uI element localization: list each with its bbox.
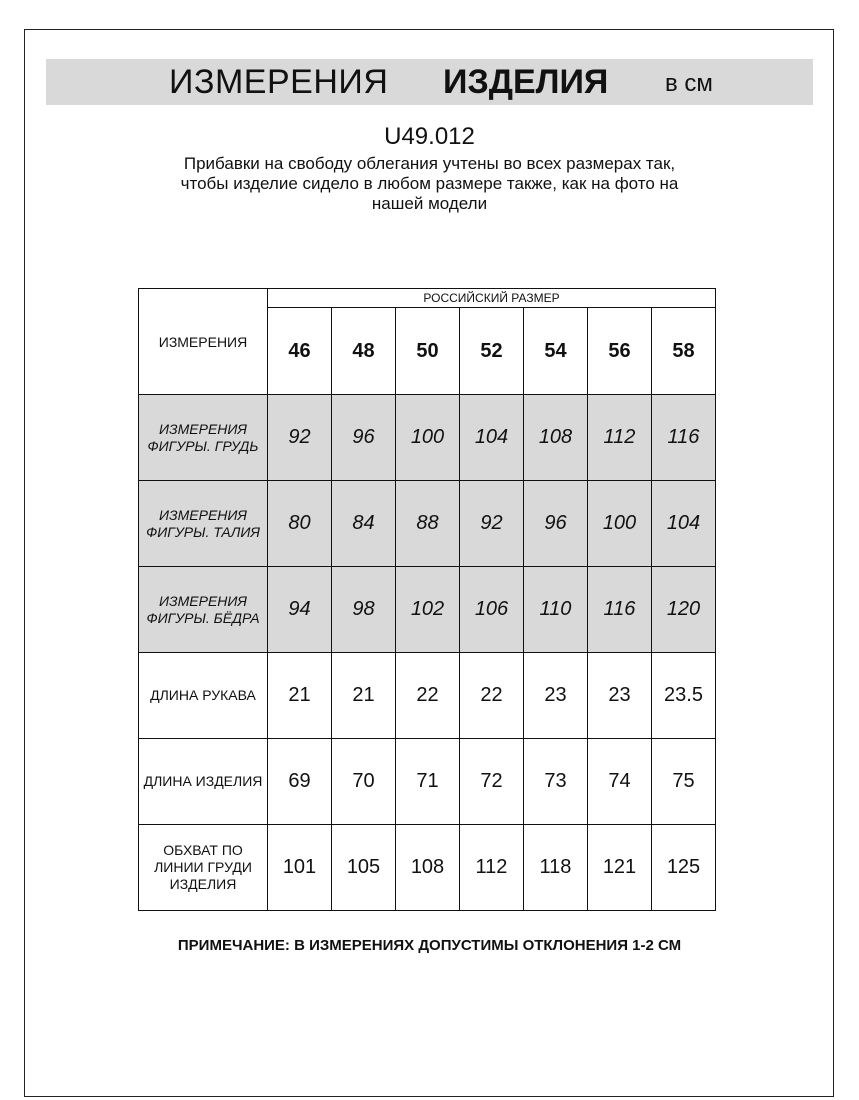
- table-row: [139, 395, 716, 481]
- fit-note: [0, 154, 859, 214]
- row-label-line: ФИГУРЫ. ТАЛИЯ: [146, 523, 260, 540]
- row-label-line: ФИГУРЫ. ГРУДЬ: [147, 437, 259, 454]
- table-cell: 23.5: [652, 653, 716, 739]
- table-cell: 70: [332, 739, 396, 825]
- table-cell: 108: [524, 395, 588, 481]
- row-label-line: ИЗМЕРЕНИЯ: [159, 420, 247, 437]
- size-header-56: 56: [588, 308, 652, 395]
- row-label: [139, 653, 268, 739]
- table-cell: 125: [652, 825, 716, 911]
- table-row: [139, 739, 716, 825]
- table-cell: 116: [652, 395, 716, 481]
- row-label: [139, 395, 268, 481]
- title-part-2: ИЗДЕЛИЯ: [443, 63, 609, 101]
- row-label-line: ДЛИНА РУКАВА: [150, 687, 256, 703]
- table-cell: 98: [332, 567, 396, 653]
- table-cell: 88: [396, 481, 460, 567]
- table-row: [139, 481, 716, 567]
- size-header-48: 48: [332, 308, 396, 395]
- row-label: [139, 567, 268, 653]
- size-header-50: 50: [396, 308, 460, 395]
- row-label-line: ЛИНИИ ГРУДИ: [154, 859, 252, 875]
- table-cell: 96: [524, 481, 588, 567]
- size-table: [138, 288, 716, 911]
- table-cell: 21: [268, 653, 332, 739]
- row-label-line: ИЗМЕРЕНИЯ: [159, 592, 247, 609]
- table-cell: 72: [460, 739, 524, 825]
- table-cell: 74: [588, 739, 652, 825]
- row-label-line: ФИГУРЫ. БЁДРА: [146, 609, 260, 626]
- fit-note-line: Прибавки на свободу облегания учтены во всех размерах так,: [183, 154, 676, 173]
- table-cell: 105: [332, 825, 396, 911]
- size-header-46: 46: [268, 308, 332, 395]
- table-cell: 96: [332, 395, 396, 481]
- fit-note-line: нашей модели: [371, 194, 488, 213]
- row-label-line: ОБХВАТ ПО: [163, 842, 243, 858]
- size-header-58: 58: [652, 308, 716, 395]
- table-cell: 108: [396, 825, 460, 911]
- table-cell: 73: [524, 739, 588, 825]
- table-cell: 112: [460, 825, 524, 911]
- table-cell: 21: [332, 653, 396, 739]
- row-label-line: ИЗМЕРЕНИЯ: [159, 506, 247, 523]
- title-part-1: ИЗМЕРЕНИЯ: [169, 63, 389, 101]
- table-cell: 75: [652, 739, 716, 825]
- table-cell: 112: [588, 395, 652, 481]
- table-cell: 104: [652, 481, 716, 567]
- table-cell: 106: [460, 567, 524, 653]
- table-cell: 118: [524, 825, 588, 911]
- table-row: [139, 825, 716, 911]
- table-cell: 94: [268, 567, 332, 653]
- size-header-54: 54: [524, 308, 588, 395]
- table-cell: 92: [460, 481, 524, 567]
- table-cell: 110: [524, 567, 588, 653]
- table-row: [139, 567, 716, 653]
- table-cell: 116: [588, 567, 652, 653]
- title-unit: в см: [665, 70, 713, 97]
- table-cell: 69: [268, 739, 332, 825]
- row-label-line: ДЛИНА ИЗДЕЛИЯ: [143, 773, 263, 789]
- fit-note-line: чтобы изделие сидело в любом размере также, как на фото на: [180, 174, 679, 193]
- measurements-header: ИЗМЕРЕНИЯ: [139, 289, 268, 395]
- table-cell: 23: [524, 653, 588, 739]
- table-cell: 101: [268, 825, 332, 911]
- table-cell: 92: [268, 395, 332, 481]
- row-label: [139, 739, 268, 825]
- product-code: U49.012: [384, 123, 475, 150]
- table-cell: 121: [588, 825, 652, 911]
- table-cell: 80: [268, 481, 332, 567]
- table-cell: 71: [396, 739, 460, 825]
- table-cell: 23: [588, 653, 652, 739]
- table-row: [139, 653, 716, 739]
- table-cell: 120: [652, 567, 716, 653]
- table-cell: 100: [396, 395, 460, 481]
- row-label: [139, 825, 268, 911]
- table-cell: 102: [396, 567, 460, 653]
- table-cell: 100: [588, 481, 652, 567]
- size-header-52: 52: [460, 308, 524, 395]
- table-cell: 104: [460, 395, 524, 481]
- russian-size-header: РОССИЙСКИЙ РАЗМЕР: [268, 289, 716, 308]
- footer-note: ПРИМЕЧАНИЕ: В ИЗМЕРЕНИЯХ ДОПУСТИМЫ ОТКЛОНЕНИЯ 1-2 СМ: [177, 937, 682, 954]
- table-cell: 22: [396, 653, 460, 739]
- table-cell: 84: [332, 481, 396, 567]
- row-label-line: ИЗДЕЛИЯ: [169, 876, 237, 892]
- table-cell: 22: [460, 653, 524, 739]
- row-label: [139, 481, 268, 567]
